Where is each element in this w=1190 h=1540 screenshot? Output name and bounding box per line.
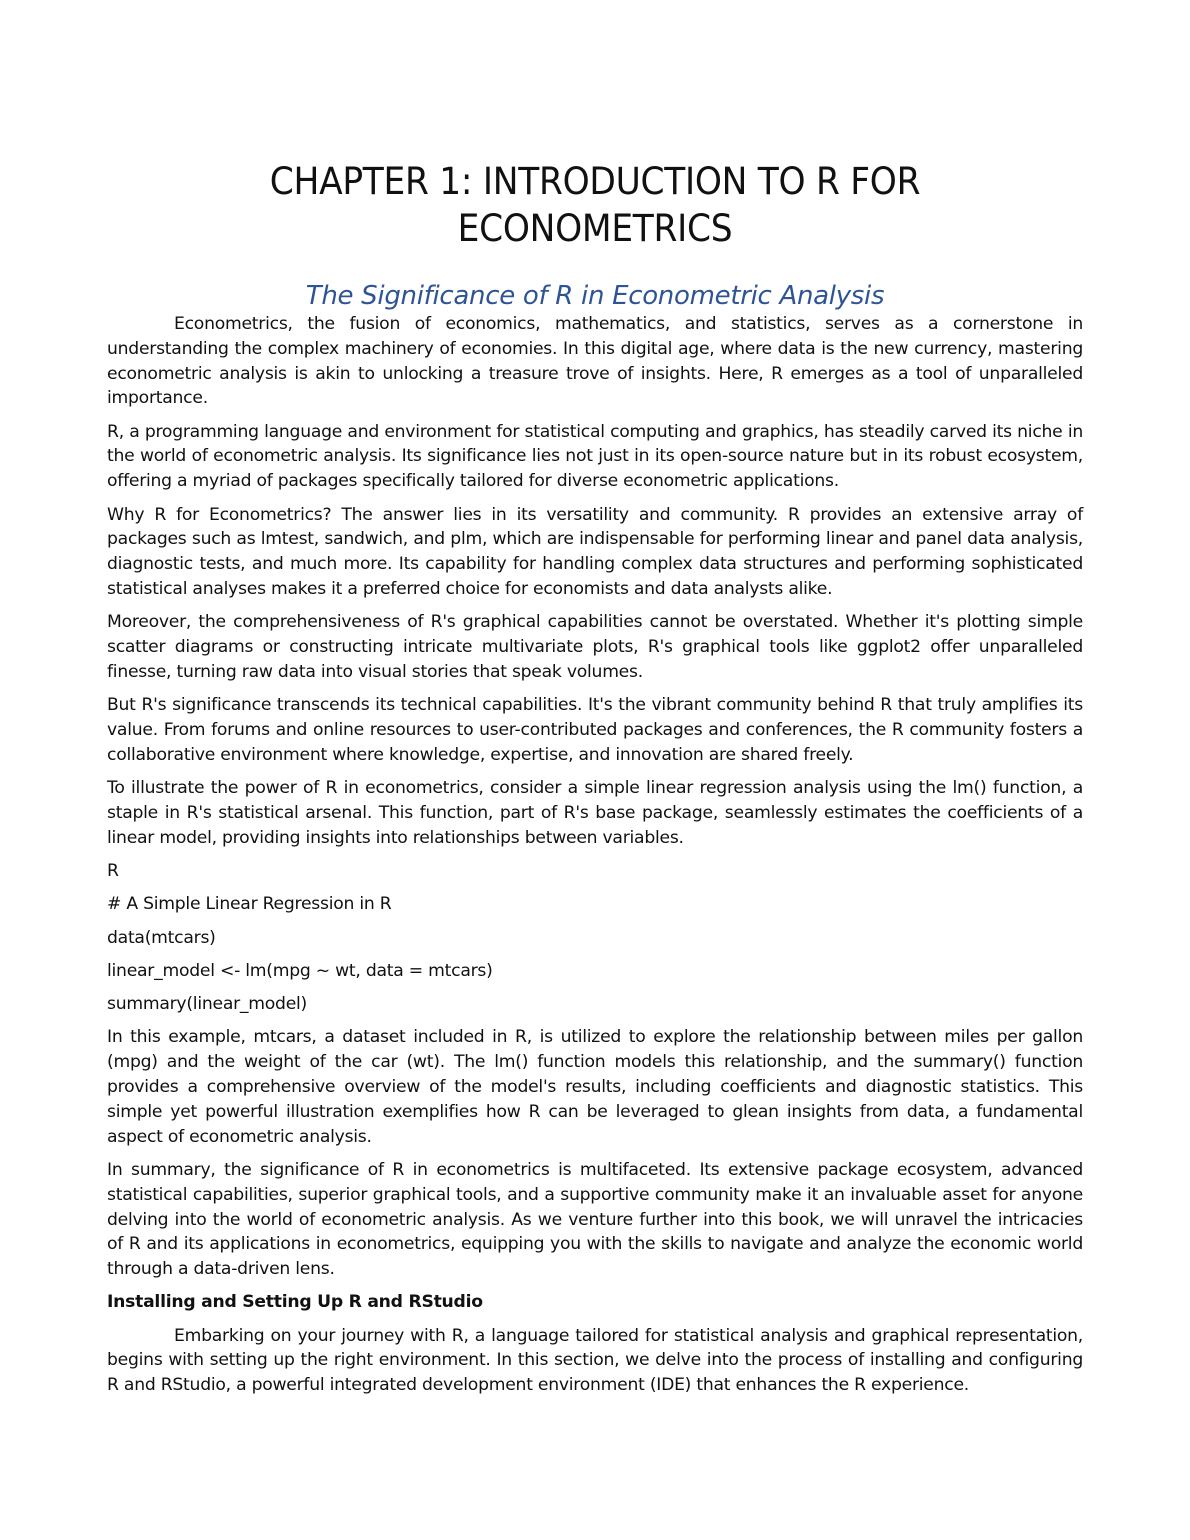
code-line: summary(linear_model) — [107, 994, 307, 1015]
paragraph-intro: Econometrics, the fusion of economics, mathematics, and statistics, serves as a cornerstone in understanding the complex machinery of economies. In this digital age, where data is the new currency, mastering econometric analysis is akin to unlocking a treasure trove of insights. Here, R emerges as a tool of unparalleled importance. — [107, 314, 1083, 409]
code-language-label: R — [107, 860, 119, 881]
paragraph-example: In this example, mtcars, a dataset included in R, is utilized to explore the relationship between miles per gallon (mpg) and the weight of the car (wt). The lm() function models this relationship, and the summary() function provides a comprehensive overview of the model's results, including coefficients and diagnostic statistics. This simple yet powerful illustration exemplifies how R can be leveraged to glean insights from data, a fundamental aspect of econometric analysis. — [107, 1027, 1083, 1147]
paragraph-community: But R's significance transcends its technical capabilities. It's the vibrant community behind R that truly amplifies its value. From forums and online resources to user-contributed packages and conferences, the R community fosters a collaborative environment where knowledge, expertise, and innovation are shared freely. — [107, 695, 1083, 765]
paragraph-installing: Embarking on your journey with R, a language tailored for statistical analysis and graphical representation, begins with setting up the right environment. In this section, we delve into the process of installing and configuring R and RStudio, a powerful integrated development environment (IDE) that enhances the R experience. — [107, 1325, 1083, 1396]
paragraph-illustration: To illustrate the power of R in econometrics, consider a simple linear regression analysis using the lm() function, a staple in R's statistical arsenal. This function, part of R's base package, seamlessly estimates the coefficients of a linear model, providing insights into relationships between variables. — [107, 778, 1083, 848]
chapter-title-line-2: ECONOMETRICS — [457, 207, 733, 250]
section-heading: The Significance of R in Econometric Analysis — [305, 281, 885, 311]
chapter-title-line-1: CHAPTER 1: INTRODUCTION TO R FOR — [269, 160, 921, 203]
paragraph-graphics: Moreover, the comprehensiveness of R's graphical capabilities cannot be overstated. Whether it's plotting simple scatter diagrams or constructing intricate multivariate plots, R's graphical tools like ggplot2 offer unparalleled finesse, turning raw data into visual stories that speak volumes. — [107, 612, 1083, 682]
code-line: # A Simple Linear Regression in R — [107, 894, 392, 915]
paragraph-summary: In summary, the significance of R in econometrics is multifaceted. Its extensive package ecosystem, advanced statistical capabilities, superior graphical tools, and a supportive community make it an invaluable asset for anyone delving into the world of econometric analysis. As we venture further into this book, we will unravel the intricacies of R and its applications in econometrics, equipping you with the skills to navigate and analyze the economic world through a data-driven lens. — [107, 1159, 1083, 1280]
chapter-title — [141, 158, 1049, 252]
code-line: data(mtcars) — [107, 927, 216, 948]
paragraph-r-language: R, a programming language and environment for statistical computing and graphics, has steadily carved its niche in the world of econometric analysis. Its significance lies not just in its open-source nature but in its robust ecosystem, offering a myriad of packages specifically tailored for diverse econometric applications. — [107, 421, 1083, 492]
code-line: linear_model <- lm(mpg ~ wt, data = mtcars) — [107, 960, 493, 981]
paragraph-why-r: Why R for Econometrics? The answer lies in its versatility and community. R provides an extensive array of packages such as lmtest, sandwich, and plm, which are indispensable for performing linear and panel data analysis, diagnostic tests, and much more. Its capability for handling complex data structures and performing sophisticated statistical analyses makes it a preferred choice for economists and data analysts alike. — [107, 504, 1083, 599]
document-page — [107, 158, 1083, 1407]
installing-heading: Installing and Setting Up R and RStudio — [107, 1292, 483, 1313]
